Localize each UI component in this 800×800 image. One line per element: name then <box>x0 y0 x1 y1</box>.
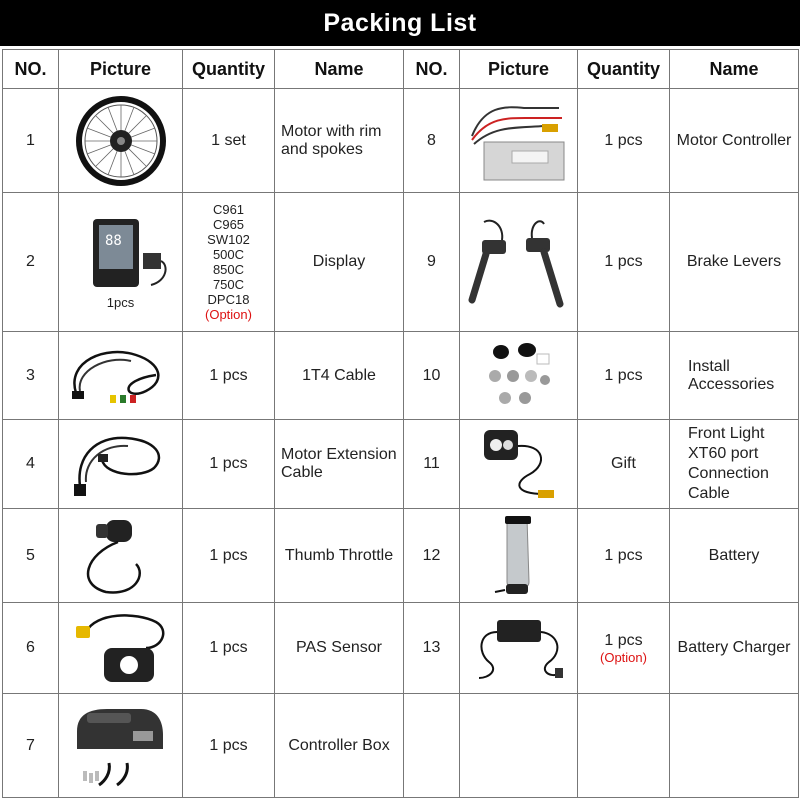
option-note: (Option) <box>600 649 647 665</box>
item-quantity <box>578 603 670 694</box>
item-name: Battery Charger <box>670 603 799 694</box>
svg-text:88: 88 <box>104 232 122 249</box>
display-model: 750C <box>212 277 245 292</box>
item-quantity: 1 pcs <box>578 332 670 420</box>
item-no: 2 <box>3 193 59 332</box>
header-name: Name <box>670 50 799 89</box>
table-row <box>3 694 799 798</box>
display-model: 850C <box>212 262 245 277</box>
front-light-icon <box>474 424 564 504</box>
table-row <box>3 332 799 420</box>
item-no: 5 <box>3 509 59 603</box>
pas-sensor-icon <box>66 608 176 688</box>
display-model: C965 <box>212 217 245 232</box>
item-picture <box>59 420 183 509</box>
item-name: Battery <box>670 509 799 603</box>
item-name: Front Light XT60 port Connection Cable <box>670 420 799 509</box>
header-quantity: Quantity <box>578 50 670 89</box>
controller-icon <box>464 96 574 186</box>
table-row <box>3 89 799 193</box>
display-model: C961 <box>212 202 245 217</box>
option-note: (Option) <box>205 307 252 322</box>
page-title: Packing List <box>0 0 800 46</box>
item-name: 1T4 Cable <box>275 332 404 420</box>
item-picture <box>460 509 578 603</box>
item-no: 12 <box>404 509 460 603</box>
item-no: 3 <box>3 332 59 420</box>
header-picture: Picture <box>59 50 183 89</box>
display-model: 500C <box>212 247 245 262</box>
item-picture <box>460 193 578 332</box>
item-quantity: 1 pcs <box>183 694 275 798</box>
item-name: PAS Sensor <box>275 603 404 694</box>
item-no: 7 <box>3 694 59 798</box>
item-picture <box>59 694 183 798</box>
quantity-value: 1 pcs <box>604 631 643 649</box>
table-row <box>3 193 799 332</box>
item-picture <box>59 509 183 603</box>
item-name: Brake Levers <box>670 193 799 332</box>
charger-icon <box>469 612 569 684</box>
item-no: 10 <box>404 332 460 420</box>
header-no: NO. <box>404 50 460 89</box>
item-quantity: 1 pcs <box>578 509 670 603</box>
header-quantity: Quantity <box>183 50 275 89</box>
display-model: SW102 <box>207 232 250 247</box>
display-caption: 1pcs <box>106 294 135 310</box>
header-no: NO. <box>3 50 59 89</box>
display-model: DPC18 <box>207 292 250 307</box>
item-no: 6 <box>3 603 59 694</box>
item-name: Motor Extension Cable <box>275 420 404 509</box>
table-row <box>3 420 799 509</box>
table-row <box>3 509 799 603</box>
battery-icon <box>489 512 549 600</box>
display-icon <box>71 215 171 295</box>
item-picture <box>59 89 183 193</box>
item-quantity: 1 pcs <box>578 89 670 193</box>
item-no: 11 <box>404 420 460 509</box>
item-quantity: 1 set <box>183 89 275 193</box>
empty-cell <box>460 694 578 798</box>
item-picture <box>460 332 578 420</box>
item-quantity: 1 pcs <box>183 603 275 694</box>
accessories-icon <box>479 340 559 412</box>
item-name: Controller Box <box>275 694 404 798</box>
item-name: Motor Controller <box>670 89 799 193</box>
item-quantity: Gift <box>578 420 670 509</box>
controller-box-icon <box>71 701 171 791</box>
item-no: 4 <box>3 420 59 509</box>
item-no: 1 <box>3 89 59 193</box>
wheel-motor-icon <box>75 95 167 187</box>
item-picture <box>460 420 578 509</box>
throttle-icon <box>76 514 166 598</box>
item-quantity: 1 pcs <box>183 420 275 509</box>
item-no: 13 <box>404 603 460 694</box>
brake-lever-icon <box>464 212 574 312</box>
item-no: 8 <box>404 89 460 193</box>
extension-cable-icon <box>66 426 176 502</box>
packing-list-table <box>2 49 799 798</box>
item-picture <box>59 603 183 694</box>
table-row <box>3 603 799 694</box>
header-name: Name <box>275 50 404 89</box>
item-picture <box>460 603 578 694</box>
item-quantity: 1 pcs <box>183 332 275 420</box>
item-quantity <box>183 193 275 332</box>
empty-cell <box>578 694 670 798</box>
item-name: Install Accessories <box>670 332 799 420</box>
item-name: Motor with rim and spokes <box>275 89 404 193</box>
item-quantity: 1 pcs <box>183 509 275 603</box>
cable-icon <box>66 341 176 411</box>
item-name: Display <box>275 193 404 332</box>
item-quantity: 1 pcs <box>578 193 670 332</box>
item-picture <box>59 332 183 420</box>
header-row <box>3 50 799 89</box>
item-no: 9 <box>404 193 460 332</box>
item-picture <box>59 193 183 332</box>
item-picture <box>460 89 578 193</box>
empty-cell <box>670 694 799 798</box>
item-name: Thumb Throttle <box>275 509 404 603</box>
header-picture: Picture <box>460 50 578 89</box>
empty-cell <box>404 694 460 798</box>
